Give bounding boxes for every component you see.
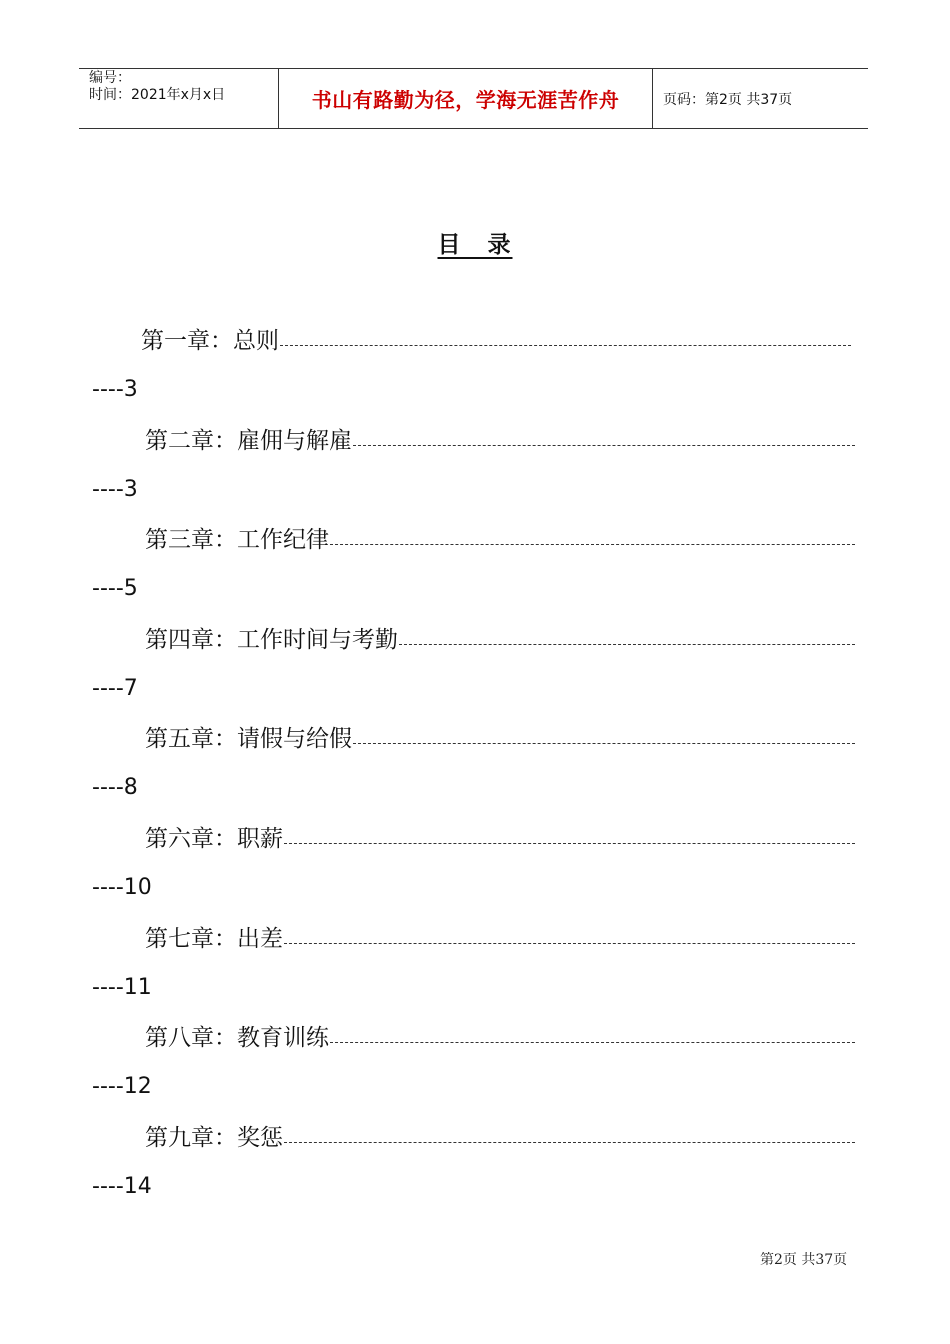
toc-entry-continuation: [92, 1071, 152, 1101]
toc-entry-page: ----3: [92, 377, 138, 402]
toc-entry-label: 第四章：工作时间与考勤: [145, 626, 398, 653]
toc-entry[interactable]: [0, 1115, 950, 1215]
toc-entry-continuation: [92, 1171, 152, 1201]
toc-entry-line: [145, 424, 855, 456]
toc-entry-line: [145, 722, 855, 754]
toc-entry-label: 第八章：教育训练: [145, 1025, 329, 1052]
toc-leader-dashes: [399, 644, 855, 645]
toc-list: [0, 318, 950, 1214]
toc-entry-label: 第九章：奖惩: [145, 1124, 283, 1151]
toc-entry-line: [145, 523, 855, 555]
toc-entry-continuation: [92, 673, 138, 703]
toc-leader-dashes: [353, 445, 855, 446]
toc-entry-page: ----8: [92, 775, 138, 801]
toc-entry-continuation: [92, 872, 152, 902]
toc-entry-line: [145, 822, 855, 854]
toc-entry[interactable]: [0, 1015, 950, 1115]
toc-title-text: 目 录: [437, 232, 513, 258]
toc-entry-line: [145, 1121, 855, 1153]
toc-entry-line: [145, 1021, 855, 1053]
toc-entry-continuation: [92, 772, 138, 802]
toc-entry-page: ----5: [92, 576, 138, 602]
page-header: [79, 68, 868, 129]
header-time-label: 时间：2021年x月x日: [89, 87, 226, 103]
toc-title: [0, 226, 950, 259]
toc-entry-continuation: [92, 972, 152, 1002]
header-meta: [79, 69, 279, 128]
toc-entry-page: ----12: [92, 1074, 152, 1100]
toc-entry-line: [145, 922, 855, 954]
toc-entry[interactable]: [0, 816, 950, 916]
toc-leader-dashes: [284, 943, 855, 944]
header-number-label: 编号：: [89, 70, 131, 86]
toc-entry-continuation: [92, 474, 138, 504]
toc-entry-page: ----14: [92, 1173, 152, 1199]
toc-entry-label: 第六章：职薪: [145, 825, 283, 852]
toc-entry[interactable]: [0, 916, 950, 1016]
toc-entry-label: 第一章：总则: [141, 328, 279, 354]
page-footer: 第2页 共37页: [760, 1252, 848, 1268]
toc-entry[interactable]: [0, 617, 950, 717]
toc-entry[interactable]: [0, 318, 950, 418]
toc-leader-dashes: [284, 1142, 855, 1143]
header-page-info: 页码：第2页 共37页: [663, 91, 793, 108]
toc-leader-dashes: [353, 743, 855, 744]
header-motto-cell: [279, 69, 653, 128]
toc-leader-dashes: [284, 843, 855, 844]
toc-entry-page: ----3: [92, 476, 138, 502]
toc-entry-line: [141, 324, 851, 356]
toc-entry[interactable]: [0, 517, 950, 617]
toc-leader-dashes: [330, 544, 855, 545]
toc-entry-page: ----7: [92, 675, 138, 701]
toc-leader-dashes: [280, 345, 851, 346]
toc-entry[interactable]: [0, 418, 950, 518]
toc-entry-continuation: [92, 374, 138, 404]
toc-entry-line: [145, 623, 855, 655]
toc-entry-label: 第二章：雇佣与解雇: [145, 427, 352, 454]
toc-entry[interactable]: [0, 716, 950, 816]
toc-entry-page: ----11: [92, 974, 152, 1000]
header-motto: 书山有路勤为径，学海无涯苦作舟: [311, 88, 620, 112]
toc-entry-label: 第七章：出差: [145, 925, 283, 952]
toc-entry-label: 第五章：请假与给假: [145, 726, 352, 753]
toc-entry-continuation: [92, 573, 138, 603]
toc-entry-page: ----10: [92, 874, 152, 900]
toc-entry-label: 第三章：工作纪律: [145, 527, 329, 554]
toc-leader-dashes: [330, 1042, 855, 1043]
